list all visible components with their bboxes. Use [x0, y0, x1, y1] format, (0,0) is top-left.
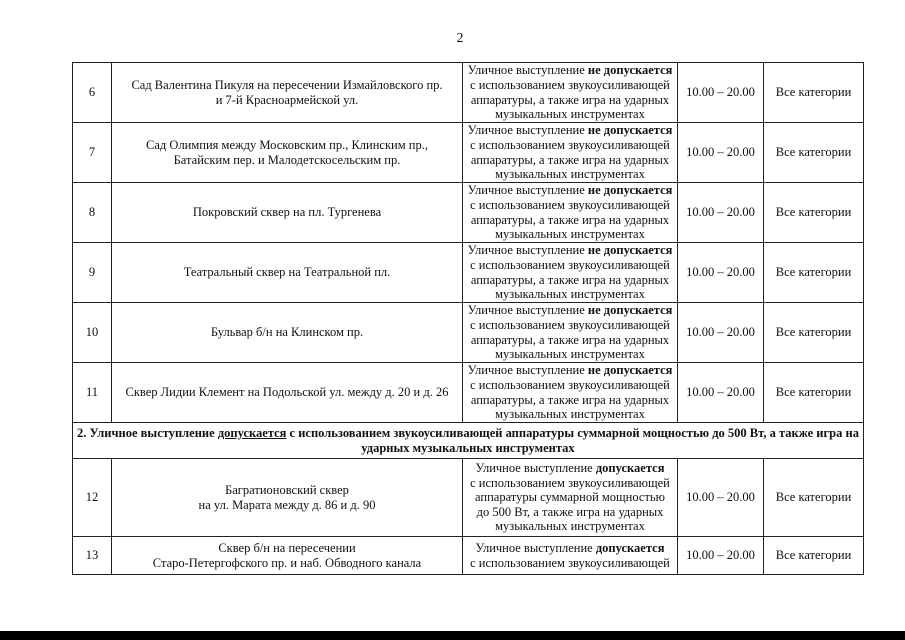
- text-line: на ул. Марата между д. 86 и д. 90: [198, 497, 376, 512]
- text-line: с использованием звукоусиливающей: [470, 257, 670, 272]
- text-line: Старо-Петергофского пр. и наб. Обводного канала: [152, 555, 422, 570]
- rule-verdict: допускается: [595, 540, 665, 555]
- rule-cell: [463, 537, 678, 575]
- rule-prefix: Уличное выступление: [475, 461, 596, 476]
- row-number: 12: [73, 459, 112, 537]
- text-line: Сад Валентина Пикуля на пересечении Измайловского пр.: [131, 77, 443, 92]
- text-line: Сквер Лидии Клемент на Подольской ул. между д. 20 и д. 26: [125, 385, 449, 400]
- rule-first-line: [465, 363, 675, 378]
- time-cell: 10.00 – 20.00: [678, 183, 764, 243]
- rule-cell: [463, 363, 678, 423]
- page-number: 2: [456, 31, 464, 46]
- text-line: музыкальных инструментах: [495, 519, 645, 534]
- scan-border: [0, 631, 905, 640]
- rule-first-line: [465, 183, 675, 198]
- text-line: с использованием звукоусиливающей: [470, 137, 670, 152]
- text-line: музыкальных инструментах: [495, 287, 645, 302]
- table-row: [73, 183, 864, 243]
- row-number: 9: [73, 243, 112, 303]
- text-line: аппаратуры, а также игра на ударных: [470, 152, 670, 167]
- text-line: до 500 Вт, а также игра на ударных: [476, 504, 664, 519]
- rule-cell: [463, 243, 678, 303]
- rule-prefix: Уличное выступление: [467, 63, 588, 78]
- venues-table: [72, 62, 864, 575]
- text-line: с использованием звукоусиливающей: [470, 77, 670, 92]
- row-number: 6: [73, 63, 112, 123]
- text-line: Батайским пер. и Малодетскосельским пр.: [173, 152, 401, 167]
- place-cell: [112, 537, 463, 575]
- place-cell: [112, 243, 463, 303]
- rule-first-line: [465, 541, 675, 556]
- section-row: [73, 423, 864, 459]
- rule-first-line: [465, 123, 675, 138]
- text-line: с использованием звукоусиливающей: [470, 555, 670, 570]
- section-suffix: с использованием звукоусиливающей аппаратуры суммарной мощностью до 500 Вт, а также игра на ударных музыкальных инструментах: [286, 425, 859, 455]
- rule-prefix: Уличное выступление: [475, 540, 596, 555]
- table-row: [73, 123, 864, 183]
- rule-prefix: Уличное выступление: [467, 243, 588, 258]
- text-line: Театральный сквер на Театральной пл.: [183, 265, 391, 280]
- row-number: 11: [73, 363, 112, 423]
- time-cell: 10.00 – 20.00: [678, 537, 764, 575]
- row-number: 13: [73, 537, 112, 575]
- text-line: Багратионовский сквер: [225, 482, 349, 497]
- row-number: 8: [73, 183, 112, 243]
- rule-first-line: [465, 461, 675, 476]
- rule-cell: [463, 63, 678, 123]
- category-cell: Все категории: [764, 363, 864, 423]
- rule-cell: [463, 303, 678, 363]
- text-line: Сад Олимпия между Московским пр., Клинским пр.,: [146, 137, 428, 152]
- text-line: и 7-й Красноармейской ул.: [215, 92, 359, 107]
- text-line: музыкальных инструментах: [495, 347, 645, 362]
- rule-verdict: допускается: [595, 461, 665, 476]
- text-line: музыкальных инструментах: [495, 107, 645, 122]
- time-cell: 10.00 – 20.00: [678, 459, 764, 537]
- rule-first-line: [465, 303, 675, 318]
- time-cell: 10.00 – 20.00: [678, 363, 764, 423]
- time-cell: 10.00 – 20.00: [678, 303, 764, 363]
- place-cell: [112, 63, 463, 123]
- place-cell: [112, 459, 463, 537]
- text-line: аппаратуры, а также игра на ударных: [470, 332, 670, 347]
- text-line: аппаратуры, а также игра на ударных: [470, 392, 670, 407]
- category-cell: Все категории: [764, 63, 864, 123]
- table-row: [73, 537, 864, 575]
- section-underlined: допускается: [217, 425, 287, 440]
- text-line: музыкальных инструментах: [495, 227, 645, 242]
- rule-first-line: [465, 243, 675, 258]
- row-number: 10: [73, 303, 112, 363]
- category-cell: Все категории: [764, 459, 864, 537]
- table-row: [73, 459, 864, 537]
- place-cell: [112, 183, 463, 243]
- rule-verdict: не допускается: [587, 63, 673, 78]
- rule-prefix: Уличное выступление: [467, 183, 588, 198]
- category-cell: Все категории: [764, 183, 864, 243]
- time-cell: 10.00 – 20.00: [678, 63, 764, 123]
- text-line: аппаратуры, а также игра на ударных: [470, 212, 670, 227]
- category-cell: Все категории: [764, 123, 864, 183]
- place-cell: [112, 123, 463, 183]
- rule-verdict: не допускается: [587, 363, 673, 378]
- table-row: [73, 63, 864, 123]
- row-number: 7: [73, 123, 112, 183]
- rule-verdict: не допускается: [587, 303, 673, 318]
- rule-cell: [463, 183, 678, 243]
- text-line: Сквер б/н на пересечении: [218, 540, 356, 555]
- text-line: с использованием звукоусиливающей: [470, 317, 670, 332]
- category-cell: Все категории: [764, 243, 864, 303]
- rule-verdict: не допускается: [587, 123, 673, 138]
- category-cell: Все категории: [764, 537, 864, 575]
- rule-prefix: Уличное выступление: [467, 123, 588, 138]
- category-cell: Все категории: [764, 303, 864, 363]
- section-prefix: 2. Уличное выступление: [77, 425, 218, 440]
- text-line: аппаратуры, а также игра на ударных: [470, 272, 670, 287]
- time-cell: 10.00 – 20.00: [678, 243, 764, 303]
- text-line: Покровский сквер на пл. Тургенева: [192, 205, 382, 220]
- text-line: аппаратуры, а также игра на ударных: [470, 92, 670, 107]
- rule-cell: [463, 459, 678, 537]
- text-line: Бульвар б/н на Клинском пр.: [210, 325, 364, 340]
- place-cell: [112, 303, 463, 363]
- rule-cell: [463, 123, 678, 183]
- text-line: с использованием звукоусиливающей: [470, 197, 670, 212]
- rule-verdict: не допускается: [587, 183, 673, 198]
- time-cell: 10.00 – 20.00: [678, 123, 764, 183]
- text-line: с использованием звукоусиливающей: [470, 475, 670, 490]
- rule-first-line: [465, 63, 675, 78]
- text-line: музыкальных инструментах: [495, 167, 645, 182]
- section-heading: [73, 423, 864, 459]
- rule-prefix: Уличное выступление: [467, 303, 588, 318]
- text-line: с использованием звукоусиливающей: [470, 377, 670, 392]
- place-cell: [112, 363, 463, 423]
- text-line: музыкальных инструментах: [495, 407, 645, 422]
- table-row: [73, 243, 864, 303]
- text-line: аппаратуры суммарной мощностью: [475, 490, 665, 505]
- rule-prefix: Уличное выступление: [467, 363, 588, 378]
- table-row: [73, 303, 864, 363]
- rule-verdict: не допускается: [587, 243, 673, 258]
- table-row: [73, 363, 864, 423]
